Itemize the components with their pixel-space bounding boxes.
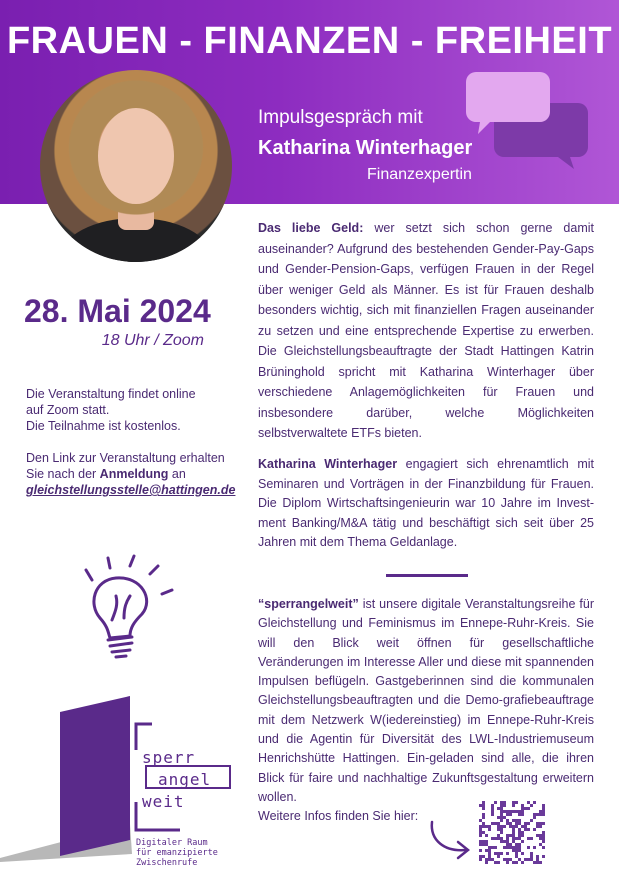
event-date: 28. Mai 2024 [24, 293, 211, 329]
qr-code-icon[interactable] [478, 800, 546, 864]
series-paragraph [258, 595, 594, 827]
registration-label: Anmeldung [99, 467, 169, 481]
info-line: Den Link zur Veranstaltung erhalten [26, 451, 225, 465]
logo-word-sperr: sperr [142, 748, 196, 767]
speaker-photo [40, 70, 232, 262]
info-text: Sie nach der [26, 467, 100, 481]
page-title: FRAUEN - FINANZEN - FREIHEIT [6, 20, 613, 62]
intro-text: wer setzt sich schon gerne damit auseinander? Aufgrund des bestehenden Gender-Pay-Gaps und Gender-Pension-Gaps, verfügen Frauen in der Regel über weniger Geld als Männer. Es ist für Frauen deshalb besonders wichtig, sich mit finanziellen Fragen auseinander zu setzen und eine entsprechende Expertise zu erwerben. Die Gleichstellungsbeauftragte der Stadt Hattingen Katrin Brüninghold spricht mit Katharina Winterhager über verschiedene Anlagemöglichkeiten für Frauen und insbesondere darüber, welche Möglichkeiten selbstverwaltete ETFs bieten. [258, 221, 594, 440]
speaker-role: Finanzexpertin [367, 166, 472, 183]
door-shape [60, 696, 130, 856]
info-line: Die Veranstaltung findet online [26, 387, 196, 401]
info-line: Die Teilnahme ist kostenlos. [26, 419, 181, 433]
series-text: ist unsere digitale Veranstaltungsreihe für Gleichstellung und Feminismus im Ennepe-Ruhr-Kreis. Sie will den Blick weit öffnen für gesellschaftliche Veränderungen im Interesse Aller und diese mit spannenden Impulsen beflügeln. Gastgeberinnen sind die kommunalen Gleichstellungsbeauftragten und die Demo-grafiebeauftrage mit dem Netzwerk W(iedereinstieg) im Ennepe-Ruhr-Kreis und die Agentin für Diversität des LWL-Industriemuseum Henrichshütte Hattingen. Ein-geladen sind alle, die ihren Blick für faire und nachhaltige Zukunftsgestaltung erweitern wollen. [258, 597, 594, 804]
photo-face [98, 108, 174, 204]
more-info-text: Weitere Infos finden Sie hier: [258, 809, 419, 824]
info-line: auf Zoom statt. [26, 403, 110, 417]
speaker-lead: Katharina Winterhager [258, 457, 398, 471]
logo-tagline [136, 838, 218, 868]
info-line [26, 466, 235, 482]
event-time: 18 Uhr / Zoom [101, 332, 204, 349]
event-info [26, 386, 235, 498]
intro-paragraph [258, 218, 594, 444]
logo-word-weit: weit [142, 792, 185, 811]
speaker-text: engagiert sich ehrenamtlich mit Seminaren und Vorträgen in der Finanzbildung für Frauen. Die Diplom Wirtschaftsingenieurin war 10 Jahre im Invest-ment Banking/M&A tätig und beschäftigt sich seit über 25 Jahren mit dem Thema Geldanlage. [258, 457, 594, 549]
logo-bracket [136, 724, 152, 750]
lightbulb-icon [72, 554, 182, 664]
arrow-icon [426, 818, 474, 862]
tagline-line: für emanzipierte [136, 848, 218, 858]
intro-lead: Das liebe Geld: [258, 221, 364, 235]
speaker-name: Katharina Winterhager [258, 137, 473, 159]
impuls-label: Impulsgespräch mit [258, 107, 423, 128]
info-text: an [168, 467, 186, 481]
speech-bubbles-icon [466, 70, 590, 170]
section-divider [386, 574, 468, 577]
tagline-line: Zwischenrufe [136, 858, 198, 868]
logo-word-angel: angel [158, 770, 212, 789]
tagline-line: Digitaler Raum [136, 838, 208, 848]
speaker-paragraph [258, 455, 594, 553]
email-link[interactable]: gleichstellungsstelle@hattingen.de [26, 483, 236, 497]
series-lead: “sperrangelweit” [258, 597, 359, 611]
